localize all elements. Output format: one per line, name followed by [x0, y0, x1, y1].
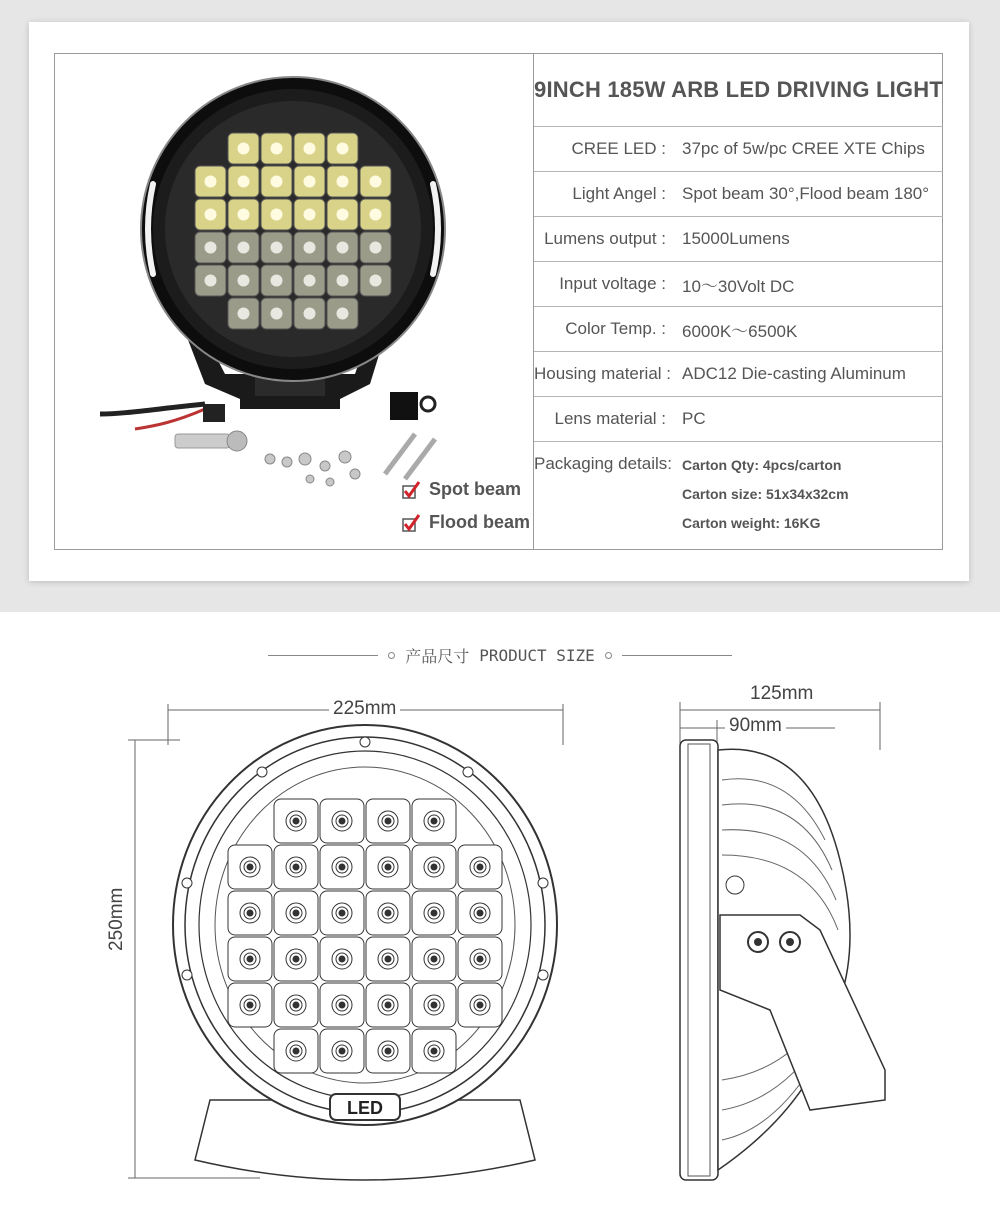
led-lens — [238, 242, 250, 254]
led-cell-lens — [247, 864, 253, 870]
product-title: 9INCH 185W ARB LED DRIVING LIGHT — [534, 54, 943, 127]
led-cell-lens — [477, 1002, 483, 1008]
led-cell-lens — [385, 864, 391, 870]
front-view-drawing — [0, 680, 620, 1206]
led-cell-lens — [431, 956, 437, 962]
led-lens — [337, 143, 349, 155]
led-lens — [370, 209, 382, 221]
spec-frame — [54, 53, 943, 550]
led-lens — [271, 143, 283, 155]
led-cell-lens — [385, 1048, 391, 1054]
led-cell-lens — [293, 818, 299, 824]
led-cell-lens — [293, 1002, 299, 1008]
spec-row: Housing material : ADC12 Die-casting Aluminum — [534, 352, 943, 397]
led-lens — [271, 275, 283, 287]
led-cell-lens — [339, 864, 345, 870]
size-heading-en: PRODUCT SIZE — [479, 646, 595, 665]
checkbox-checked-icon — [401, 480, 421, 500]
depth-body-label: 90mm — [725, 715, 786, 737]
side-view-drawing — [660, 680, 900, 1206]
led-cell-lens — [385, 1002, 391, 1008]
led-cell-lens — [247, 956, 253, 962]
led-cell-lens — [431, 910, 437, 916]
spec-table — [533, 54, 943, 549]
led-cell-lens — [477, 910, 483, 916]
led-lens — [337, 176, 349, 188]
led-lens — [238, 275, 250, 287]
flood-beam-option — [401, 512, 530, 533]
size-heading-cn: 产品尺寸 — [405, 647, 470, 666]
width-dimension-label: 225mm — [329, 698, 400, 720]
led-lens — [205, 275, 217, 287]
spec-row: Input voltage : 10～30Volt DC — [534, 262, 943, 307]
led-lens — [304, 143, 316, 155]
divider — [268, 655, 378, 656]
led-lens — [304, 176, 316, 188]
led-cell-lens — [477, 864, 483, 870]
led-lens — [205, 209, 217, 221]
depth-total-label: 125mm — [746, 683, 817, 705]
led-cell-lens — [339, 818, 345, 824]
led-badge-text: LED — [347, 1098, 383, 1118]
led-lens — [271, 242, 283, 254]
led-lens — [205, 242, 217, 254]
led-cell-lens — [247, 1002, 253, 1008]
led-cell-lens — [293, 956, 299, 962]
led-cell-lens — [293, 910, 299, 916]
checkbox-checked-icon — [401, 513, 421, 533]
led-lens — [304, 275, 316, 287]
led-lens — [370, 176, 382, 188]
height-dimension-label: 250mm — [106, 884, 128, 955]
led-cell-lens — [431, 864, 437, 870]
led-lens — [337, 275, 349, 287]
led-cell-lens — [431, 1002, 437, 1008]
led-cell-lens — [339, 1002, 345, 1008]
spec-row: Lumens output : 15000Lumens — [534, 217, 943, 262]
led-lens — [304, 308, 316, 320]
driving-light-illustration — [55, 54, 532, 549]
led-cell-lens — [385, 910, 391, 916]
spec-row: CREE LED : 37pc of 5w/pc CREE XTE Chips — [534, 127, 943, 172]
led-cell-lens — [431, 818, 437, 824]
led-lens — [238, 143, 250, 155]
led-cell-lens — [477, 956, 483, 962]
divider — [622, 655, 732, 656]
led-lens — [238, 308, 250, 320]
led-lens — [271, 308, 283, 320]
led-lens — [271, 176, 283, 188]
led-lens — [337, 308, 349, 320]
led-cell-lens — [293, 864, 299, 870]
led-lens — [337, 209, 349, 221]
led-lens — [304, 209, 316, 221]
led-lens — [205, 176, 217, 188]
led-cell-lens — [293, 1048, 299, 1054]
packaging-row: Packaging details: Carton Qty: 4pcs/carton Carton size: 51x34x32cm Carton weight: 16KG — [534, 454, 849, 531]
led-cell-lens — [385, 818, 391, 824]
led-cell-lens — [431, 1048, 437, 1054]
size-section-heading — [0, 644, 1000, 667]
led-lens — [370, 242, 382, 254]
led-cell-lens — [339, 956, 345, 962]
led-cell-lens — [339, 910, 345, 916]
led-lens — [370, 275, 382, 287]
packaging-list: Carton Qty: 4pcs/carton Carton size: 51x34x32cm Carton weight: 16KG — [682, 457, 849, 531]
spec-row: Light Angel : Spot beam 30°,Flood beam 180° — [534, 172, 943, 217]
led-cell-lens — [339, 1048, 345, 1054]
led-lens — [271, 209, 283, 221]
led-cell-lens — [385, 956, 391, 962]
flood-beam-label: Flood beam — [429, 512, 531, 532]
product-photo — [55, 54, 532, 549]
spec-row: Color Temp. : 6000K～6500K — [534, 307, 943, 352]
product-card — [29, 22, 969, 581]
led-lens — [238, 176, 250, 188]
led-lens — [304, 242, 316, 254]
led-lens — [238, 209, 250, 221]
spot-beam-label: Spot beam — [429, 479, 522, 499]
spec-row: Lens material : PC — [534, 397, 943, 442]
led-cell-lens — [247, 910, 253, 916]
led-lens — [337, 242, 349, 254]
spot-beam-option — [401, 479, 521, 500]
